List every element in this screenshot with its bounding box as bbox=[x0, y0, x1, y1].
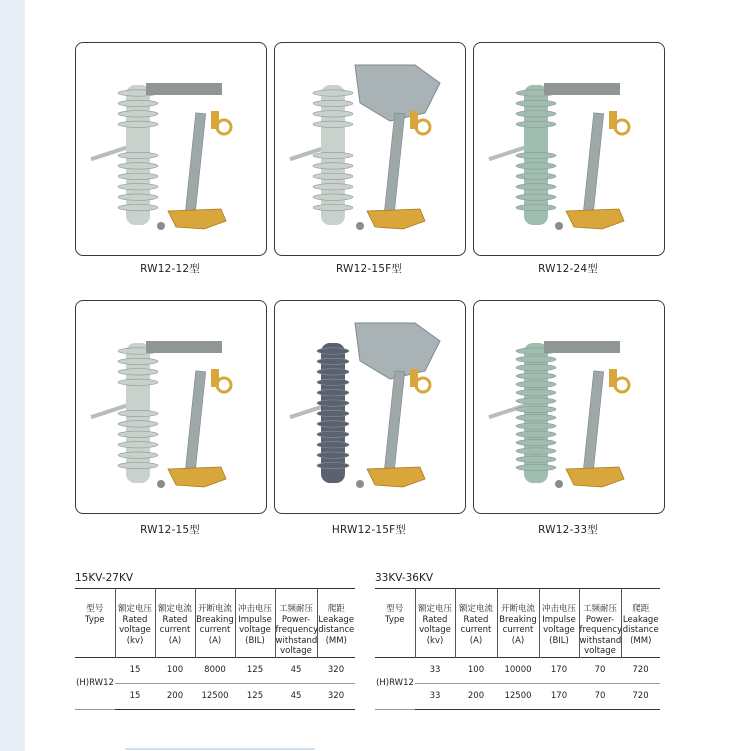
insulator-shed bbox=[317, 389, 349, 395]
insulator-shed bbox=[516, 423, 556, 429]
column-header-en: Rated voltage (kv) bbox=[419, 614, 451, 646]
page-sidebar bbox=[0, 0, 25, 751]
table-cell: 33 bbox=[415, 657, 455, 683]
pull-ring bbox=[416, 120, 430, 134]
insulator-shed bbox=[516, 364, 556, 370]
column-header-en: Type bbox=[84, 614, 105, 625]
product-card-6 bbox=[473, 300, 665, 514]
column-header bbox=[375, 589, 415, 658]
insulator-shed bbox=[118, 194, 158, 200]
table-cell: 720 bbox=[621, 657, 660, 683]
insulator-shed bbox=[516, 431, 556, 437]
table-cell: 170 bbox=[539, 683, 579, 709]
column-header bbox=[497, 589, 539, 658]
table-cell: 45 bbox=[275, 683, 317, 709]
table-header-row bbox=[375, 589, 660, 658]
fuse-tube bbox=[383, 113, 404, 223]
fuse-cutout-image bbox=[76, 43, 266, 255]
insulator-shed bbox=[313, 194, 353, 200]
insulator-shed bbox=[516, 100, 556, 106]
top-fitting bbox=[211, 369, 219, 387]
table-cell: 8000 bbox=[195, 657, 235, 683]
insulator-shed bbox=[516, 184, 556, 190]
insulator-shed bbox=[317, 462, 349, 468]
terminal-bolt bbox=[356, 480, 364, 488]
insulator-shed bbox=[516, 456, 556, 462]
arc-shield bbox=[355, 65, 440, 121]
product-caption: RW12-12型 bbox=[140, 263, 200, 275]
insulator-shed bbox=[118, 379, 158, 385]
table-cell: 33 bbox=[415, 683, 455, 709]
fuse-cutout-image bbox=[474, 301, 664, 513]
terminal-bolt bbox=[555, 480, 563, 488]
insulator-shed bbox=[118, 369, 158, 375]
insulator-shed bbox=[516, 194, 556, 200]
insulator-shed bbox=[313, 90, 353, 96]
column-header-en: Power-frequency withstand voltage bbox=[579, 614, 623, 656]
insulator-shed bbox=[516, 439, 556, 445]
insulator-shed bbox=[317, 400, 349, 406]
column-header-en: Breaking current (A) bbox=[499, 614, 537, 646]
column-header-zh: 工频耐压 bbox=[278, 604, 313, 614]
pull-ring bbox=[416, 378, 430, 392]
insulator-shed bbox=[317, 421, 349, 427]
insulator-shed bbox=[516, 389, 556, 395]
column-header-zh: 型号 bbox=[86, 604, 104, 614]
product-card-5 bbox=[274, 300, 466, 514]
fuse-cutout-image bbox=[474, 43, 664, 255]
insulator-shed bbox=[516, 173, 556, 179]
insulator-shed bbox=[118, 121, 158, 127]
column-header-en: Breaking current (A) bbox=[196, 614, 234, 646]
bottom-hinge bbox=[367, 209, 425, 229]
insulator-shed bbox=[118, 358, 158, 364]
table-cell: 15 bbox=[115, 683, 155, 709]
table-header-row bbox=[75, 589, 355, 658]
column-header-en: Leakage distance (MM) bbox=[622, 614, 659, 646]
insulator-shed bbox=[317, 358, 349, 364]
column-header bbox=[455, 589, 497, 658]
footer-divider bbox=[125, 748, 315, 750]
fuse-cutout-image bbox=[275, 301, 465, 513]
bottom-hinge bbox=[168, 209, 226, 229]
insulator-shed bbox=[118, 184, 158, 190]
column-header-en: Impulse voltage (BIL) bbox=[542, 614, 576, 646]
fuse-tube bbox=[383, 371, 404, 481]
insulator-shed bbox=[317, 431, 349, 437]
top-contact-arm bbox=[544, 341, 620, 353]
pull-ring bbox=[615, 120, 629, 134]
insulator-shed bbox=[516, 406, 556, 412]
pull-ring bbox=[217, 378, 231, 392]
fuse-tube bbox=[582, 371, 603, 481]
fuse-tube bbox=[184, 113, 205, 223]
top-fitting bbox=[211, 111, 219, 129]
insulator-shed bbox=[118, 421, 158, 427]
top-fitting bbox=[609, 369, 617, 387]
insulator-shed bbox=[516, 381, 556, 387]
table-title: 15KV-27KV bbox=[75, 572, 134, 584]
column-header-zh: 冲击电压 bbox=[237, 604, 272, 614]
arc-shield bbox=[355, 323, 440, 379]
insulator-shed bbox=[317, 348, 349, 354]
table-cell: 70 bbox=[579, 683, 621, 709]
top-fitting bbox=[410, 111, 418, 129]
table-row bbox=[75, 683, 355, 709]
table-row bbox=[75, 657, 355, 683]
column-header bbox=[115, 589, 155, 658]
insulator-shed bbox=[313, 100, 353, 106]
column-header-zh: 开断电流 bbox=[500, 604, 535, 614]
table-cell: 15 bbox=[115, 657, 155, 683]
column-header bbox=[195, 589, 235, 658]
column-header-zh: 工频耐压 bbox=[582, 604, 617, 614]
insulator-shed bbox=[313, 111, 353, 117]
fuse-tube bbox=[582, 113, 603, 223]
top-contact-arm bbox=[146, 341, 222, 353]
table-cell: 100 bbox=[455, 657, 497, 683]
terminal-bolt bbox=[157, 222, 165, 230]
table-cell: 720 bbox=[621, 683, 660, 709]
insulator-shed bbox=[118, 111, 158, 117]
insulator-shed bbox=[516, 204, 556, 210]
column-header-en: Rated current (A) bbox=[460, 614, 492, 646]
insulator-shed bbox=[118, 152, 158, 158]
table-title: 33KV-36KV bbox=[375, 572, 434, 584]
insulator-shed bbox=[317, 369, 349, 375]
column-header bbox=[317, 589, 355, 658]
product-card-1 bbox=[75, 42, 267, 256]
table-cell: 100 bbox=[155, 657, 195, 683]
insulator-shed bbox=[118, 100, 158, 106]
terminal-bolt bbox=[157, 480, 165, 488]
column-header-zh: 冲击电压 bbox=[541, 604, 576, 614]
column-header bbox=[235, 589, 275, 658]
bottom-hinge bbox=[566, 467, 624, 487]
column-header-zh: 爬距 bbox=[632, 604, 650, 614]
column-header-zh: 额定电流 bbox=[157, 604, 192, 614]
pull-ring bbox=[615, 378, 629, 392]
product-card-3 bbox=[473, 42, 665, 256]
insulator-shed bbox=[516, 121, 556, 127]
product-caption: RW12-24型 bbox=[538, 263, 598, 275]
column-header-en: Impulse voltage (BIL) bbox=[238, 614, 272, 646]
insulator-shed bbox=[313, 121, 353, 127]
spec-table-right bbox=[375, 588, 660, 710]
insulator-shed bbox=[118, 410, 158, 416]
table-row bbox=[375, 683, 660, 709]
column-header bbox=[539, 589, 579, 658]
column-header bbox=[75, 589, 115, 658]
top-contact-arm bbox=[544, 83, 620, 95]
insulator-shed bbox=[516, 448, 556, 454]
product-card-4 bbox=[75, 300, 267, 514]
insulator-shed bbox=[118, 173, 158, 179]
table-cell: 10000 bbox=[497, 657, 539, 683]
table-cell: 200 bbox=[155, 683, 195, 709]
product-card-2 bbox=[274, 42, 466, 256]
insulator-shed bbox=[313, 184, 353, 190]
spec-table-left bbox=[75, 588, 355, 710]
table-row bbox=[375, 657, 660, 683]
product-caption: HRW12-15F型 bbox=[331, 524, 407, 536]
product-caption: RW12-15F型 bbox=[335, 263, 403, 275]
insulator-shed bbox=[516, 398, 556, 404]
table-cell: 170 bbox=[539, 657, 579, 683]
column-header-zh: 型号 bbox=[386, 604, 404, 614]
bottom-hinge bbox=[566, 209, 624, 229]
fuse-tube bbox=[184, 371, 205, 481]
column-header bbox=[275, 589, 317, 658]
insulator-shed bbox=[313, 152, 353, 158]
column-header bbox=[621, 589, 660, 658]
column-header-en: Leakage distance (MM) bbox=[318, 614, 355, 646]
insulator-shed bbox=[317, 452, 349, 458]
insulator-shed bbox=[516, 464, 556, 470]
product-caption: RW12-33型 bbox=[538, 524, 598, 536]
column-header-en: Type bbox=[384, 614, 405, 625]
insulator-shed bbox=[118, 163, 158, 169]
insulator-shed bbox=[317, 379, 349, 385]
product-caption: RW12-15型 bbox=[140, 524, 200, 536]
insulator-shed bbox=[317, 410, 349, 416]
insulator-shed bbox=[118, 452, 158, 458]
column-header-zh: 额定电压 bbox=[417, 604, 452, 614]
column-header-zh: 爬距 bbox=[327, 604, 345, 614]
insulator-shed bbox=[516, 163, 556, 169]
column-header bbox=[579, 589, 621, 658]
table-cell: 70 bbox=[579, 657, 621, 683]
insulator-shed bbox=[516, 373, 556, 379]
column-header bbox=[155, 589, 195, 658]
column-header-zh: 额定电压 bbox=[117, 604, 152, 614]
insulator-shed bbox=[516, 356, 556, 362]
insulator-shed bbox=[313, 163, 353, 169]
bottom-hinge bbox=[168, 467, 226, 487]
insulator-shed bbox=[118, 431, 158, 437]
terminal-bolt bbox=[356, 222, 364, 230]
table-cell: 12500 bbox=[195, 683, 235, 709]
insulator-shed bbox=[516, 414, 556, 420]
insulator-shed bbox=[516, 152, 556, 158]
pull-ring bbox=[217, 120, 231, 134]
column-header-en: Rated current (A) bbox=[159, 614, 191, 646]
table-cell: 125 bbox=[235, 657, 275, 683]
insulator-shed bbox=[118, 462, 158, 468]
bottom-hinge bbox=[367, 467, 425, 487]
column-header-en: Rated voltage (kv) bbox=[119, 614, 151, 646]
table-cell: 45 bbox=[275, 657, 317, 683]
terminal-bolt bbox=[555, 222, 563, 230]
insulator-shed bbox=[313, 204, 353, 210]
insulator-shed bbox=[118, 442, 158, 448]
column-header-en: Power-frequency withstand voltage bbox=[275, 614, 319, 656]
insulator-shed bbox=[313, 173, 353, 179]
table-cell: 125 bbox=[235, 683, 275, 709]
table-cell: 200 bbox=[455, 683, 497, 709]
top-fitting bbox=[410, 369, 418, 387]
fuse-cutout-image bbox=[275, 43, 465, 255]
top-fitting bbox=[609, 111, 617, 129]
column-header-zh: 开断电流 bbox=[197, 604, 232, 614]
top-contact-arm bbox=[146, 83, 222, 95]
column-header bbox=[415, 589, 455, 658]
table-cell: 12500 bbox=[497, 683, 539, 709]
type-cell: (H)RW12 bbox=[75, 657, 115, 709]
insulator-shed bbox=[118, 204, 158, 210]
table-cell: 320 bbox=[317, 683, 355, 709]
fuse-cutout-image bbox=[76, 301, 266, 513]
column-header-zh: 额定电流 bbox=[458, 604, 493, 614]
table-cell: 320 bbox=[317, 657, 355, 683]
insulator-shed bbox=[516, 111, 556, 117]
insulator-shed bbox=[317, 442, 349, 448]
type-cell: (H)RW12 bbox=[375, 657, 415, 709]
